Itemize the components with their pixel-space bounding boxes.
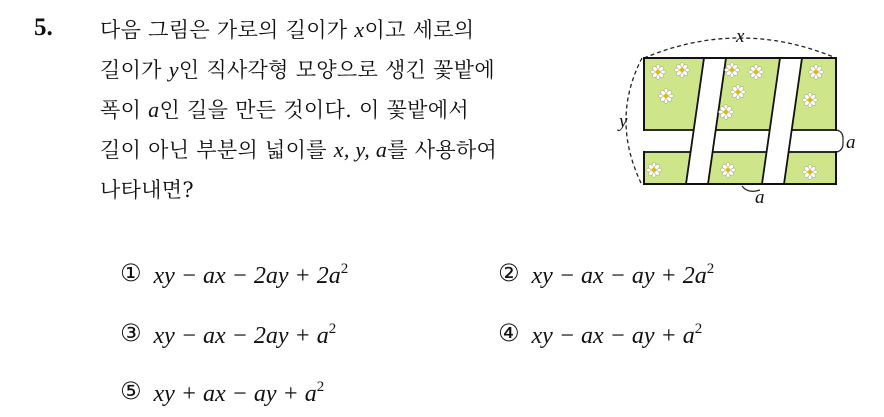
road-gap-left <box>641 131 647 151</box>
label-x: x <box>736 26 745 47</box>
flower <box>719 105 734 120</box>
choice-number: ② <box>498 259 520 287</box>
flower <box>749 65 764 80</box>
choice-number: ③ <box>120 319 142 347</box>
choice-number: ④ <box>498 319 520 347</box>
garden-rect <box>644 58 836 184</box>
flower <box>809 65 824 80</box>
question-line-5: 나타내면? <box>100 178 194 202</box>
question-line-4: 길이 아닌 부분의 넓이를 x, y, a를 사용하여 <box>100 137 498 162</box>
question-line-2: 길이가 y인 직사각형 모양으로 생긴 꽃밭에 <box>100 57 495 82</box>
label-y: y <box>619 111 628 132</box>
question-line-1: 다음 그림은 가로의 길이가 x이고 세로의 <box>100 17 475 42</box>
left-dashed-arc <box>626 58 642 185</box>
choice-expression: xy + ax − ay + $a^2$ <box>153 379 325 407</box>
flower <box>659 89 674 104</box>
choice-expression: xy − ax − $2ay + 2a^2$ <box>153 261 349 289</box>
choice-4[interactable] <box>498 319 703 350</box>
choice-expression: xy − ax − ay + $a^2$ <box>531 321 703 349</box>
choice-1[interactable] <box>120 259 349 290</box>
flower <box>651 65 666 80</box>
choice-number: ① <box>120 259 142 287</box>
choice-5[interactable] <box>120 377 325 408</box>
question-text <box>100 10 600 210</box>
horizontal-road <box>644 130 836 152</box>
question-number: 5. <box>34 14 53 41</box>
garden-figure <box>610 20 860 210</box>
flower <box>725 63 740 78</box>
flower <box>675 63 690 78</box>
flower <box>803 165 818 180</box>
choice-2[interactable] <box>498 259 715 290</box>
choice-expression: xy − ax − $2ay + a^2$ <box>153 321 337 349</box>
road-gap-right <box>833 131 839 151</box>
label-a-bottom: a <box>755 187 765 208</box>
flower <box>803 93 818 108</box>
flower <box>721 163 736 178</box>
choice-3[interactable] <box>120 319 337 350</box>
choice-expression: xy − ax − ay + $2a^2$ <box>531 261 715 289</box>
label-a-right: a <box>846 132 856 153</box>
choice-number: ⑤ <box>120 377 142 405</box>
question-line-3: 폭이 a인 길을 만든 것이다. 이 꽃밭에서 <box>100 97 469 122</box>
flower <box>731 85 746 100</box>
flower <box>647 163 662 178</box>
